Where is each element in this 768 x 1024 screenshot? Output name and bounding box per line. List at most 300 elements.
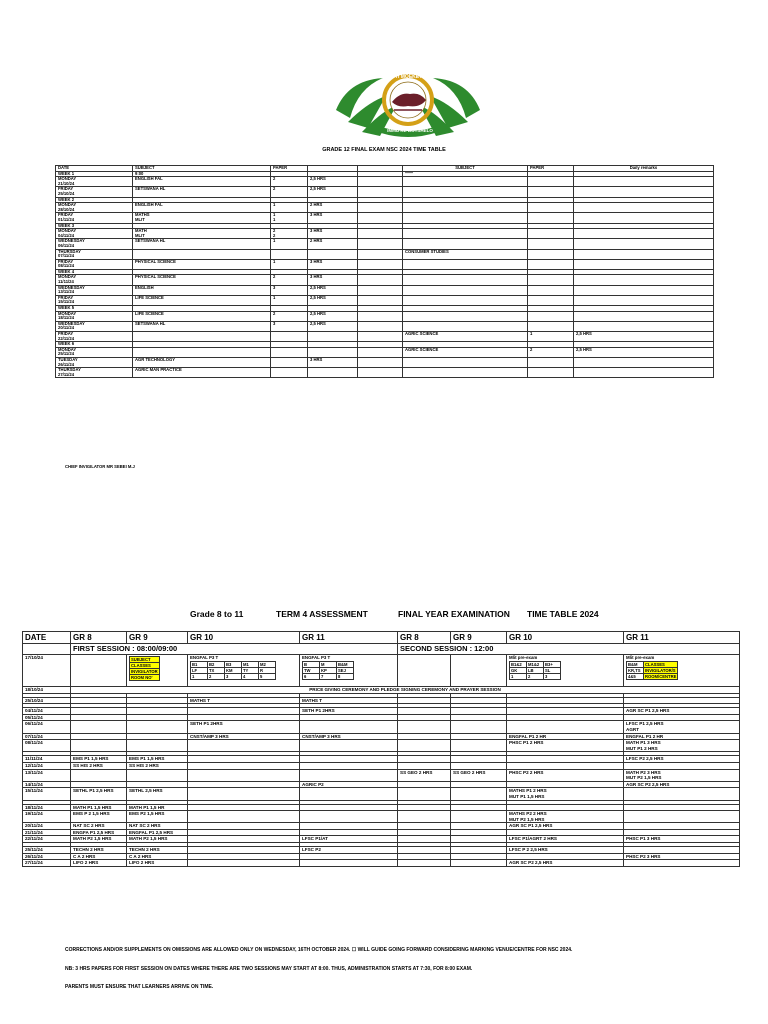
table-cell: 2 HRS <box>308 239 358 249</box>
gr10b-title: Mlit pre-exam <box>509 655 538 660</box>
table-cell: 26/11/24 <box>23 853 71 860</box>
table-cell: LFSC P1 2,5 HRS AGRT <box>624 721 740 733</box>
grid-cell: B2 <box>208 661 225 667</box>
table-cell <box>127 708 188 715</box>
table-cell <box>71 697 127 704</box>
t2-header-cell: GR 11 <box>624 632 740 644</box>
table-cell <box>528 357 574 367</box>
table-cell <box>528 203 574 213</box>
table-cell <box>574 357 714 367</box>
table-cell <box>451 740 507 752</box>
table-cell: 3 HRS <box>308 213 358 223</box>
t2-header-cell: GR 9 <box>127 632 188 644</box>
table-cell <box>358 311 403 321</box>
table-cell: 2,5 HRS <box>308 177 358 187</box>
table-cell <box>308 368 358 378</box>
t1-header-cell: SUBJECT <box>133 166 271 172</box>
gr10b-grid <box>509 661 561 680</box>
grid-cell: 8 <box>337 673 354 679</box>
table-cell <box>398 860 451 867</box>
table-cell <box>574 285 714 295</box>
table-cell <box>188 762 300 769</box>
table-cell <box>71 733 127 740</box>
table-row <box>56 321 714 331</box>
grid-cell: KP <box>320 667 337 673</box>
table-cell: C A 2 HRS <box>71 853 127 860</box>
table-cell <box>300 756 398 763</box>
table-cell <box>133 332 271 342</box>
table-cell <box>403 368 528 378</box>
grid-cell: LF <box>191 667 208 673</box>
grid-cell: SL <box>544 667 561 673</box>
table-cell: 3 <box>271 321 308 331</box>
table-cell: 2 <box>271 275 308 285</box>
grade8-11-timetable <box>22 631 740 867</box>
t2-title-exam: FINAL YEAR EXAMINATION <box>398 609 510 619</box>
grid-cell: B3 <box>225 661 242 667</box>
table-cell <box>528 321 574 331</box>
table-cell <box>507 781 624 788</box>
table-cell <box>188 714 300 721</box>
t2-title-grades: Grade 8 to 11 <box>190 609 244 619</box>
table-cell <box>403 357 528 367</box>
table-cell: ENGFAL P1 2 HR <box>624 733 740 740</box>
note-three-hours: NB: 3 HRS PAPERS FOR FIRST SESSION ON DATES WHERE THERE ARE TWO SESSIONS MAY START AT 8:00. THUS, ADMINISTRATION STARTS AT 7:30, FOR 8:00 EXAM. <box>65 966 473 972</box>
table-cell <box>358 347 403 357</box>
table-cell: WEEK 4 <box>56 269 133 275</box>
table-cell <box>403 311 528 321</box>
table-row <box>56 239 714 249</box>
table-cell <box>358 357 403 367</box>
table-cell <box>451 823 507 830</box>
table-cell: MATHS P2 2 HRS MUT P2 1,5 HRS <box>507 811 624 823</box>
table-cell: 08/11/24 <box>23 740 71 752</box>
table-cell <box>188 860 300 867</box>
table-cell: 06/11/24 <box>23 721 71 733</box>
table-cell <box>127 769 188 781</box>
table-cell <box>574 229 714 239</box>
legend-room: ROOM NO' <box>130 675 160 681</box>
table-row <box>23 769 740 781</box>
table-cell: 07/11/24 <box>23 733 71 740</box>
grid-cell: R <box>259 667 276 673</box>
table-cell <box>300 853 398 860</box>
table-cell: WEEK 2 <box>56 197 133 203</box>
table-cell <box>574 213 714 223</box>
table-cell <box>574 368 714 378</box>
table-cell <box>300 860 398 867</box>
gr11a-grid <box>302 661 354 680</box>
table-cell <box>133 347 271 357</box>
table-cell: WEDNESDAY 13/11/24 <box>56 285 133 295</box>
table-cell <box>403 239 528 249</box>
legend-invigilator: INVIGILATOR <box>131 669 158 674</box>
table-row <box>23 788 740 800</box>
session-row <box>23 644 740 655</box>
table-cell <box>398 811 451 823</box>
table-cell: ENGLISH FAL <box>133 203 271 213</box>
table-row <box>56 213 714 223</box>
table-row <box>23 804 740 811</box>
grid-cell: TX <box>208 667 225 673</box>
table-cell <box>398 853 451 860</box>
table-row <box>56 357 714 367</box>
table-cell: 12/11/24 <box>23 762 71 769</box>
table-row <box>56 347 714 357</box>
table-cell <box>403 275 528 285</box>
grid-cell: KM <box>225 667 242 673</box>
table-row <box>56 187 714 197</box>
table-cell <box>403 321 528 331</box>
table-cell: MONDAY 11/11/24 <box>56 275 133 285</box>
table-cell <box>398 756 451 763</box>
table-cell: 19/11/24 <box>23 811 71 823</box>
table-cell <box>300 714 398 721</box>
table-cell: 2,5 HRS <box>308 295 358 305</box>
table-cell: SETHL P1 2,5 HRS <box>71 788 127 800</box>
table-cell <box>507 762 624 769</box>
t2-header-cell: DATE <box>23 632 71 644</box>
grid-cell: 3 <box>225 673 242 679</box>
table-cell: LFSC P1/AGRT 2 HRS <box>507 836 624 843</box>
table-cell <box>188 781 300 788</box>
table-cell: MATH P2 3 HRS MUT P2 1,5 HRS <box>624 769 740 781</box>
grid-cell: 4 <box>242 673 259 679</box>
table-cell <box>451 733 507 740</box>
logo-text-bottom: IMMU KE BOTSHELO <box>387 128 433 133</box>
table-cell: ENGLISH FAL <box>133 177 271 187</box>
grid-cell: 2 <box>208 673 225 679</box>
table-cell <box>451 762 507 769</box>
table-cell: WEDNESDAY 20/11/24 <box>56 321 133 331</box>
table-cell: EMS P 2 1,5 HRS <box>71 811 127 823</box>
table-cell <box>71 714 127 721</box>
table-cell: FRIDAY 25/10/24 <box>56 187 133 197</box>
table-cell <box>507 708 624 715</box>
table-cell <box>398 823 451 830</box>
table-cell <box>528 285 574 295</box>
table-cell <box>358 368 403 378</box>
chief-invigilator: CHIEF INVIGILATOR MR SEBEI M.J <box>65 464 135 469</box>
table-cell: CNST/AMP 3 HRS <box>300 733 398 740</box>
table-cell: 2 <box>271 311 308 321</box>
table-cell <box>271 332 308 342</box>
table-cell <box>403 285 528 295</box>
table-cell <box>624 860 740 867</box>
table-cell <box>451 853 507 860</box>
table-row <box>23 781 740 788</box>
table-cell: SS HIS 2 HRS <box>71 762 127 769</box>
table-cell <box>507 804 624 811</box>
table-cell <box>507 829 624 836</box>
table-cell <box>188 788 300 800</box>
table-cell <box>127 697 188 704</box>
grid-cell: M <box>320 661 337 667</box>
table-cell <box>127 740 188 752</box>
table-cell: MATHS T <box>300 697 398 704</box>
table-cell: WEDNESDAY 06/11/24 <box>56 239 133 249</box>
table-cell <box>188 708 300 715</box>
table-cell: MATHS MLIT <box>133 213 271 223</box>
grid-cell: GK <box>510 667 527 673</box>
table-cell <box>127 733 188 740</box>
table-cell: PHSC P1 2 HRS <box>507 740 624 752</box>
grid-cell: SEJ <box>337 667 354 673</box>
table-cell <box>574 249 714 259</box>
table-cell: MONDAY 04/11/24 <box>56 229 133 239</box>
table-cell <box>451 708 507 715</box>
table-cell <box>403 203 528 213</box>
table-cell: PHSC P1 3 HRS <box>624 836 740 843</box>
table-cell <box>188 756 300 763</box>
table-row <box>23 829 740 836</box>
table-cell: C A 2 HRS <box>127 853 188 860</box>
t2-header-cell: GR 10 <box>507 632 624 644</box>
table-row <box>23 860 740 867</box>
table-cell: MATHS P1 2 HRS MUT P1 1,5 HRS <box>507 788 624 800</box>
table-cell <box>398 836 451 843</box>
grid-cell: B1&2 <box>510 661 527 667</box>
table-cell <box>574 177 714 187</box>
note-corrections: CORRECTIONS AND/OR SUPPLEMENTS ON OMISSIONS ARE ALLOWED ONLY ON WEDNESDAY, 16TH OCTOBER 2024. ☐ WILL GUIDE GOING FORWARD CONSIDERING MARKING VENUE/CENTRE FOR NSC 2024. <box>65 947 573 953</box>
table-cell: AGR SC P2 2,5 HRS <box>624 781 740 788</box>
table-cell: 2,5 HRS <box>308 321 358 331</box>
table-cell <box>398 788 451 800</box>
table-cell <box>188 829 300 836</box>
table-cell <box>358 259 403 269</box>
table-cell <box>398 762 451 769</box>
table-cell <box>271 357 308 367</box>
table-cell: PHYSICAL SCIENCE <box>133 275 271 285</box>
table-cell: LFSC P1/AT <box>300 836 398 843</box>
table-cell: THURSDAY 27/11/24 <box>56 368 133 378</box>
table-cell: WEEK 5 <box>56 306 133 312</box>
table-cell <box>71 781 127 788</box>
table-cell <box>398 733 451 740</box>
table-cell: FRIDAY 15/11/24 <box>56 295 133 305</box>
grid-cell: KR,TS <box>627 667 644 673</box>
table-cell: 04/11/24 <box>23 708 71 715</box>
table-cell: ENGLISH <box>133 285 271 295</box>
table-cell <box>451 836 507 843</box>
ceremony-text: PRICE GIVING CEREMONY AND PLEDGE SIGNING CEREMONY AND PRAYER SESSION <box>71 687 740 694</box>
t2-title-year: TIME TABLE 2024 <box>527 609 599 619</box>
table-cell <box>358 213 403 223</box>
table-cell <box>398 708 451 715</box>
first-session-label: FIRST SESSION : 08:00/09:00 <box>71 644 398 655</box>
table-cell <box>358 321 403 331</box>
table-cell <box>451 847 507 854</box>
table-cell: 3 HRS <box>308 229 358 239</box>
table-cell: SS GEO 2 HRS <box>398 769 451 781</box>
table-cell <box>127 721 188 733</box>
table-cell: 2,5 HRS <box>308 311 358 321</box>
grid-cell: TY <box>242 667 259 673</box>
grid-cell: 6 <box>303 673 320 679</box>
table-cell: MONDAY 18/11/24 <box>56 311 133 321</box>
table-cell <box>507 714 624 721</box>
table-cell <box>271 347 308 357</box>
table-cell: 2 2 <box>271 229 308 239</box>
table-cell <box>528 368 574 378</box>
table-cell <box>574 203 714 213</box>
table-cell: WEEK 1 <box>56 171 133 177</box>
table-cell: 2 <box>528 347 574 357</box>
table-cell: 1 1 <box>271 213 308 223</box>
table-cell: ENGFAL P1 2 HR <box>507 733 624 740</box>
table-cell: 25/11/24 <box>23 847 71 854</box>
table-cell <box>358 177 403 187</box>
table-cell <box>300 823 398 830</box>
table-cell <box>188 847 300 854</box>
table-cell <box>358 285 403 295</box>
table-cell <box>398 804 451 811</box>
table-cell: FRIDAY 01/11/24 <box>56 213 133 223</box>
table-cell <box>358 187 403 197</box>
table-cell <box>451 714 507 721</box>
table-row <box>56 203 714 213</box>
table-cell: SETHL 2,5 HRS <box>127 788 188 800</box>
table-cell <box>451 829 507 836</box>
table-cell <box>528 229 574 239</box>
gr11b-title: Mlit pre-exam <box>626 655 655 660</box>
table-cell <box>398 829 451 836</box>
legend-box <box>129 656 160 681</box>
table-cell: 25/10/24 <box>23 697 71 704</box>
table-row <box>23 811 740 823</box>
table-cell <box>451 788 507 800</box>
table-cell: MATH MLIT <box>133 229 271 239</box>
table-row <box>23 733 740 740</box>
table-cell <box>358 229 403 239</box>
table-cell: FRIDAY 22/11/24 <box>56 332 133 342</box>
doc-title: GRADE 12 FINAL EXAM NSC 2024 TIME TABLE <box>322 147 446 153</box>
table-cell: 3 HRS <box>308 259 358 269</box>
table-cell: AGR SC P2 2,5 HRS <box>507 860 624 867</box>
gr10a-title: ENGFAL P3 T <box>190 655 219 660</box>
grid-cell: 3 <box>544 673 561 679</box>
table-cell <box>574 187 714 197</box>
table-cell <box>507 756 624 763</box>
gr10a-grid <box>190 661 276 680</box>
table-cell: 13/11/24 <box>23 769 71 781</box>
table-cell: MATH P1 1,5 HR <box>127 804 188 811</box>
table-cell <box>403 229 528 239</box>
table-cell <box>624 829 740 836</box>
table-row <box>56 295 714 305</box>
table-cell <box>528 275 574 285</box>
gr11a-title: ENGFAL P3 T <box>302 655 331 660</box>
table-cell <box>398 847 451 854</box>
table-cell: AGR SC P1 2,5 HRS <box>624 708 740 715</box>
table-row <box>23 714 740 721</box>
table-cell: 2,5 HRS <box>308 187 358 197</box>
table-cell: 3 <box>271 285 308 295</box>
table-cell <box>300 721 398 733</box>
table-cell <box>71 740 127 752</box>
table-cell <box>624 697 740 704</box>
t1-header-cell: DATE <box>56 166 133 172</box>
table-cell <box>271 368 308 378</box>
table-cell <box>358 275 403 285</box>
table-cell <box>308 332 358 342</box>
table-cell <box>300 811 398 823</box>
table-cell: SETH P1 2HRS <box>300 708 398 715</box>
table-cell: LIFO 2 HRS <box>71 860 127 867</box>
table-cell <box>403 187 528 197</box>
table-cell: FRIDAY 08/11/24 <box>56 259 133 269</box>
table-cell: 11/11/24 <box>23 756 71 763</box>
table-cell: 3 HRS <box>308 357 358 367</box>
table-cell: 1 <box>271 259 308 269</box>
grid-cell: B3+ <box>544 661 561 667</box>
table-cell: 14/11/24 <box>23 781 71 788</box>
grid-cell: TW <box>303 667 320 673</box>
table-cell <box>398 781 451 788</box>
ceremony-date: 18/10/24 <box>23 687 71 694</box>
grid-cell: 1 <box>510 673 527 679</box>
table-cell: LIFE SCIENCE <box>133 311 271 321</box>
t1-header-cell: PAPER <box>271 166 308 172</box>
table-row <box>56 285 714 295</box>
grid-cell: 2 <box>527 673 544 679</box>
legend-date: 17/10/24 <box>23 655 71 687</box>
table-cell <box>624 788 740 800</box>
table-cell: WEEK 6 <box>56 342 133 348</box>
t1-header-cell: PAPER <box>528 166 574 172</box>
table-cell <box>358 249 403 259</box>
grid-cell: ROOM/CENTRE <box>645 673 677 679</box>
table-cell <box>624 847 740 854</box>
table-cell: TECHN 2 HRS <box>71 847 127 854</box>
table-row <box>23 762 740 769</box>
table-row <box>56 177 714 187</box>
table-cell <box>403 213 528 223</box>
table-cell <box>127 781 188 788</box>
table-row <box>56 229 714 239</box>
table-cell <box>188 811 300 823</box>
table-cell <box>528 259 574 269</box>
grid-cell: 5 <box>259 673 276 679</box>
table-cell <box>451 804 507 811</box>
table-cell: 9:00 <box>133 171 271 177</box>
table-cell <box>624 811 740 823</box>
table-cell <box>188 823 300 830</box>
t2-header-cell: GR 10 <box>188 632 300 644</box>
table-row <box>23 697 740 704</box>
table-cell <box>71 721 127 733</box>
table-cell: 1 <box>271 203 308 213</box>
t2-title-term: TERM 4 ASSESSMENT <box>276 609 368 619</box>
table-cell <box>188 740 300 752</box>
legend-subject: SUBJECT <box>130 657 160 663</box>
table-cell: ENGFAL P1 2,5 HRS <box>127 829 188 836</box>
table-cell <box>451 721 507 733</box>
table-cell <box>624 823 740 830</box>
table-cell <box>398 740 451 752</box>
table-row <box>23 847 740 854</box>
table-cell: PHSC P2 2 HRS <box>507 769 624 781</box>
table-cell: AGRIC SCIENCE <box>403 347 528 357</box>
table-cell <box>574 311 714 321</box>
table-cell <box>574 295 714 305</box>
table-cell: EMS P2 1,5 HRS <box>127 811 188 823</box>
table-cell: 1 <box>271 295 308 305</box>
table-cell: 2 <box>271 187 308 197</box>
table-cell: TUESDAY 26/11/24 <box>56 357 133 367</box>
table-row <box>23 836 740 843</box>
table-cell: AGR SC P1 2,5 HRS <box>507 823 624 830</box>
